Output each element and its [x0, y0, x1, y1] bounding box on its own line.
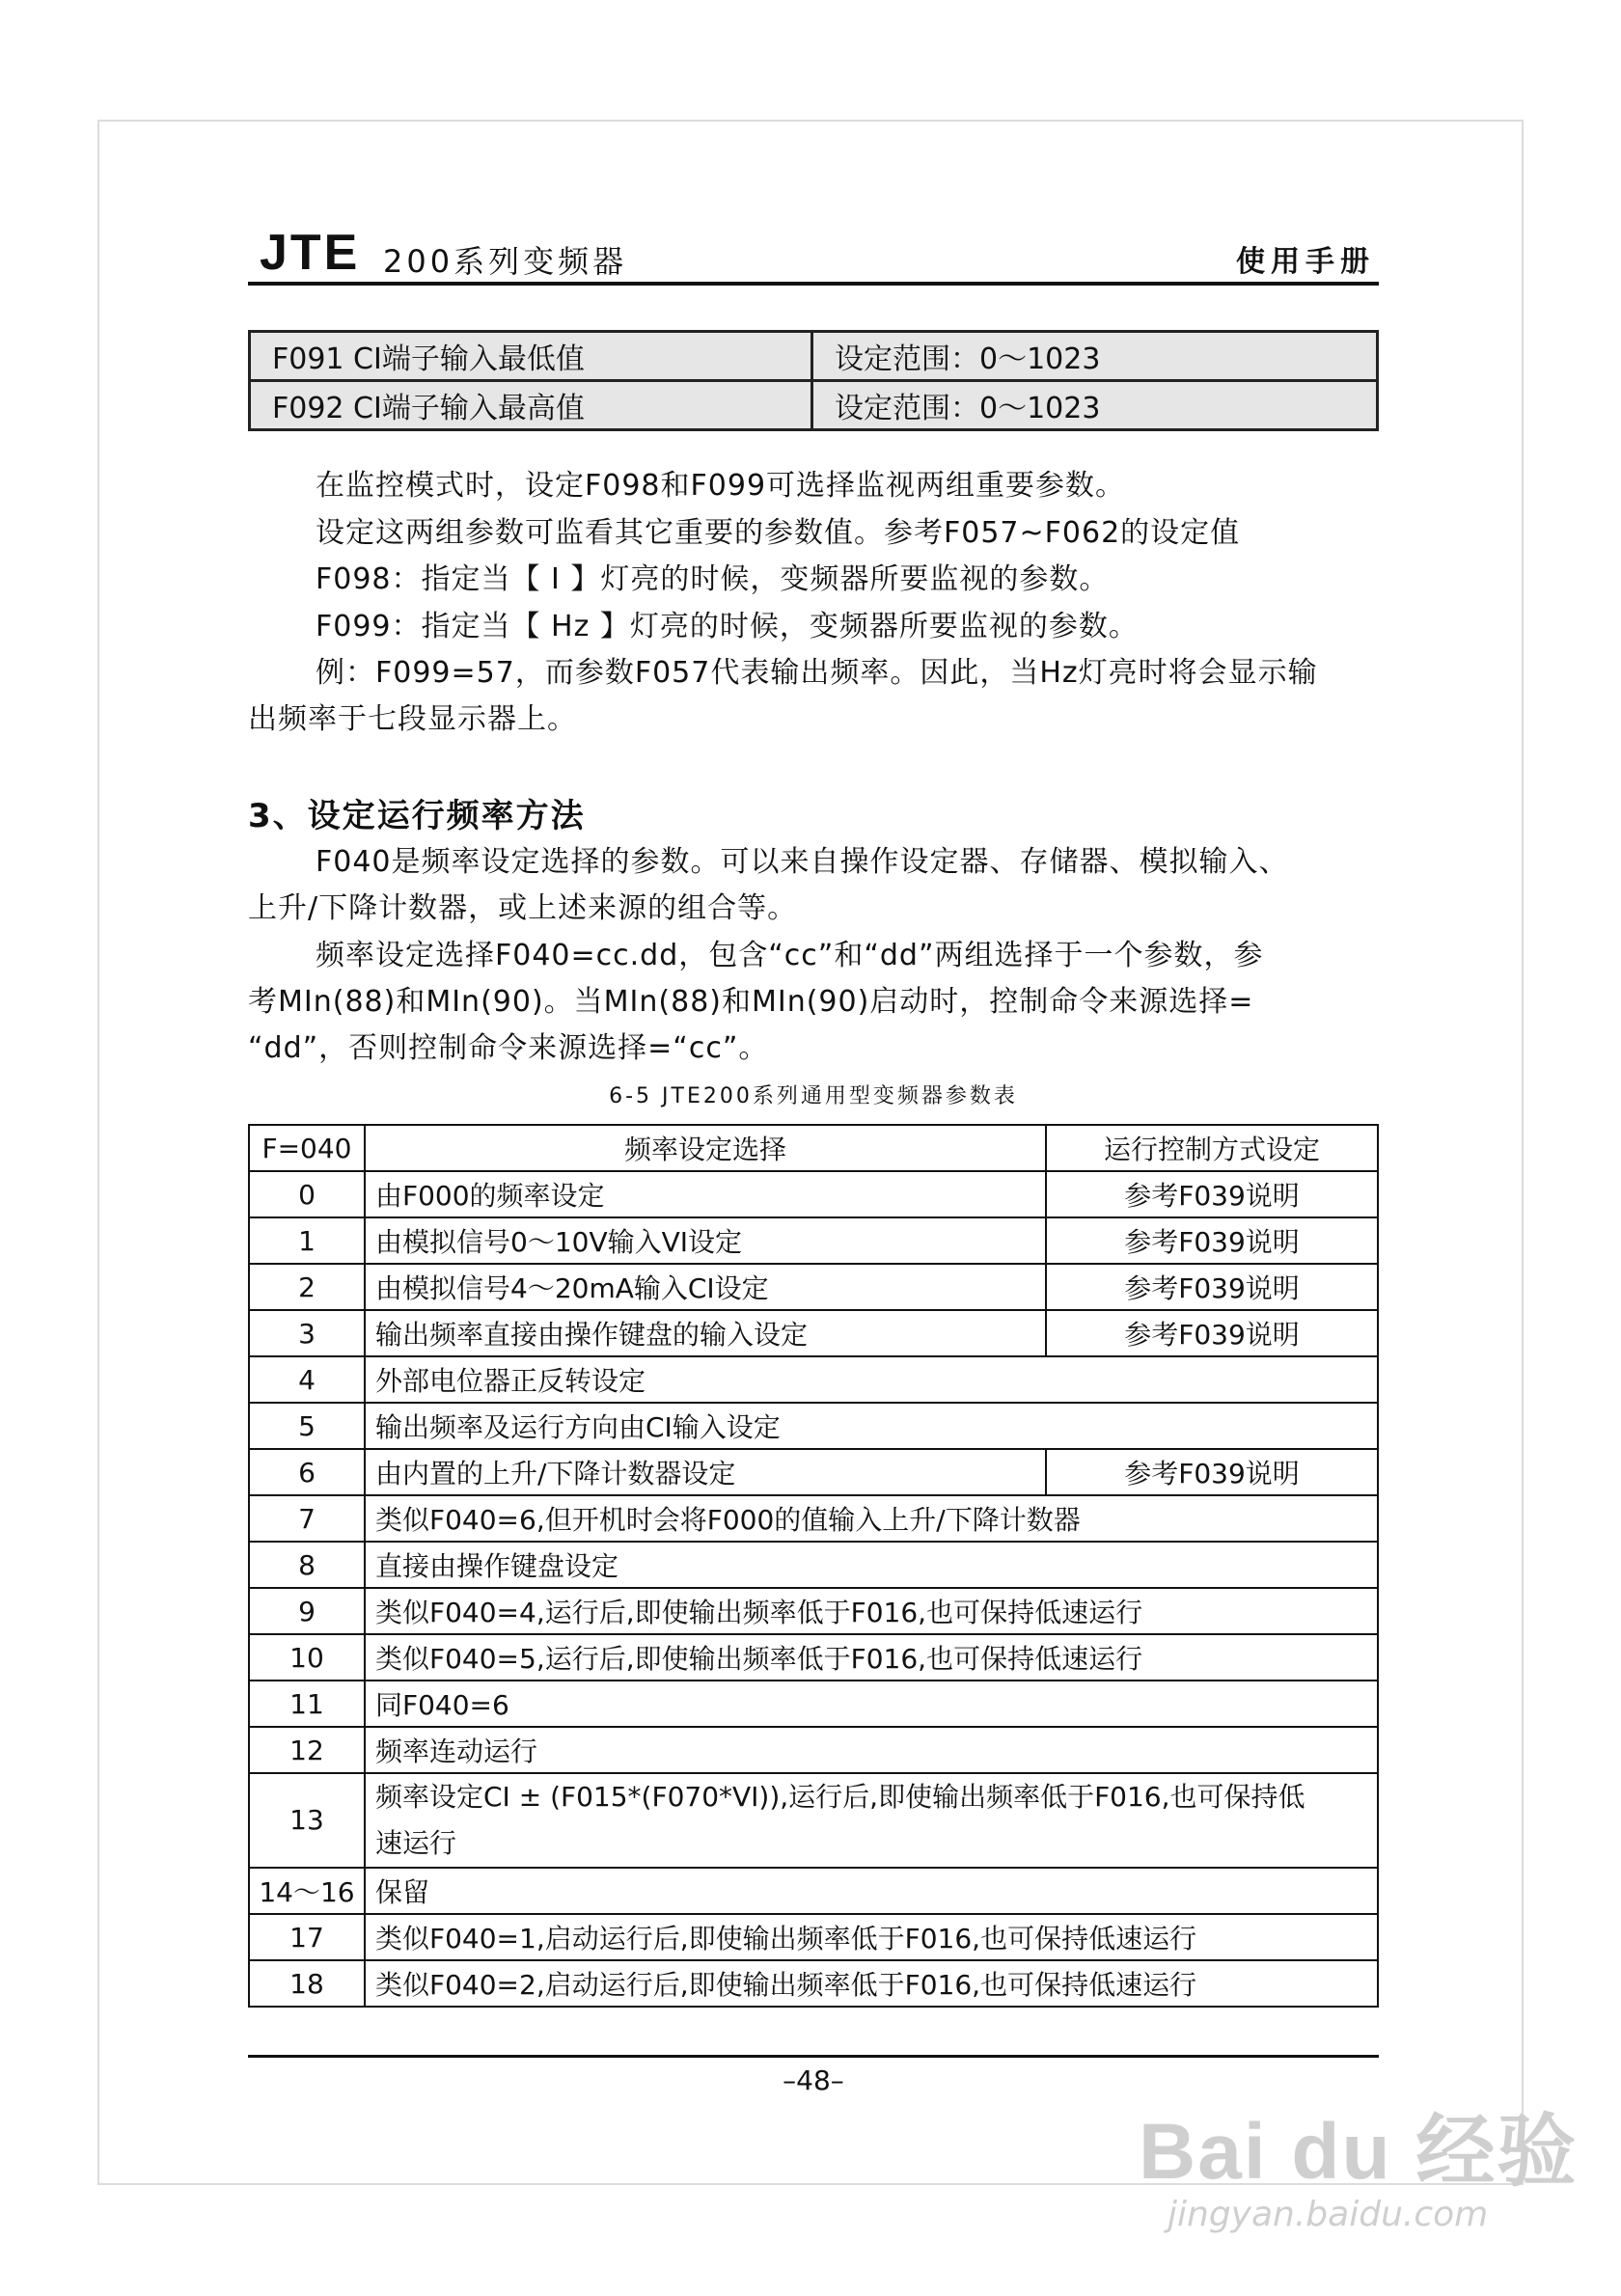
paragraph-line: 考MIn(88)和MIn(90)。当MIn(88)和MIn(90)启动时，控制命令来源选择= — [248, 985, 1254, 1019]
table-row — [249, 1681, 1378, 1727]
f-value-cell: 7 — [249, 1495, 365, 1542]
description-line: 频率设定CI ± (F015*(F070*VI)),运行后,即使输出频率低于F016,也可保持低 — [375, 1781, 1305, 1813]
page-header — [248, 224, 1379, 286]
description-cell: 类似F040=5,运行后,即使输出频率低于F016,也可保持低速运行 — [365, 1634, 1378, 1681]
frequency-setting-table — [248, 1124, 1379, 2008]
parameter-range-table — [248, 330, 1379, 431]
f-value-cell: 3 — [249, 1310, 365, 1356]
description-cell: 类似F040=2,启动运行后,即使输出频率低于F016,也可保持低速运行 — [365, 1960, 1378, 2007]
description-cell: 输出频率及运行方向由CI输入设定 — [365, 1403, 1378, 1449]
table-row — [249, 1868, 1378, 1914]
param-cell: F091 CI端子输入最低值 — [250, 332, 812, 381]
watermark-logo: Bai du 经验 — [1139, 2108, 1579, 2196]
table-row — [249, 1217, 1378, 1264]
table-row — [249, 1449, 1378, 1495]
description-cell: 类似F040=4,运行后,即使输出频率低于F016,也可保持低速运行 — [365, 1588, 1378, 1634]
table-row — [249, 1634, 1378, 1681]
f-value-cell: 10 — [249, 1634, 365, 1681]
f-value-cell: 13 — [249, 1773, 365, 1868]
table-row — [249, 1171, 1378, 1217]
paragraph-line: 频率设定选择F040=cc.dd，包含“cc”和“dd”两组选择于一个参数，参 — [316, 939, 1264, 972]
f-value-cell: 14～16 — [249, 1868, 365, 1914]
page-number: –48– — [783, 2064, 844, 2096]
table-row — [249, 1356, 1378, 1403]
f-value-cell: 2 — [249, 1264, 365, 1310]
brand-logo: JTE — [260, 225, 361, 281]
range-cell: 设定范围：0～1023 — [812, 332, 1378, 381]
paragraph-line: F040是频率设定选择的参数。可以来自操作设定器、存储器、模拟输入、 — [316, 845, 1289, 879]
f-value-cell: 8 — [249, 1542, 365, 1588]
table-row — [250, 381, 1378, 430]
table-caption: 6-5 JTE200系列通用型变频器参数表 — [609, 1084, 1018, 1108]
range-cell: 设定范围：0～1023 — [812, 381, 1378, 430]
description-cell: 由模拟信号4～20mA输入CI设定 — [365, 1264, 1046, 1310]
column-header-frequency: 频率设定选择 — [365, 1125, 1046, 1171]
table-row — [249, 1264, 1378, 1310]
description-cell: 由模拟信号0～10V输入VI设定 — [365, 1217, 1046, 1264]
description-line: 速运行 — [375, 1827, 457, 1859]
paragraph-line: 上升/下降计数器，或上述来源的组合等。 — [248, 891, 798, 925]
control-mode-cell: 参考F039说明 — [1046, 1310, 1378, 1356]
description-cell: 保留 — [365, 1868, 1378, 1914]
paragraph-line: F098：指定当【 I 】灯亮的时候，变频器所要监视的参数。 — [316, 562, 1110, 596]
table-row — [249, 1588, 1378, 1634]
table-header-row — [249, 1125, 1378, 1171]
description-cell: 外部电位器正反转设定 — [365, 1356, 1378, 1403]
description-cell — [365, 1773, 1378, 1868]
f-value-cell: 4 — [249, 1356, 365, 1403]
description-cell: 由F000的频率设定 — [365, 1171, 1046, 1217]
watermark-url: jingyan.baidu.com — [1168, 2195, 1489, 2234]
table-row — [249, 1960, 1378, 2007]
paragraph-line: 例：F099=57，而参数F057代表输出频率。因此，当Hz灯亮时将会显示输 — [316, 656, 1318, 690]
paragraph-line: F099：指定当【 Hz 】灯亮的时候，变频器所要监视的参数。 — [316, 610, 1139, 643]
table-row — [249, 1727, 1378, 1773]
product-series: 200系列变频器 — [383, 243, 628, 280]
f-value-cell: 17 — [249, 1914, 365, 1960]
section-title: 3、设定运行频率方法 — [248, 797, 586, 835]
control-mode-cell: 参考F039说明 — [1046, 1449, 1378, 1495]
control-mode-cell: 参考F039说明 — [1046, 1171, 1378, 1217]
f-value-cell: 11 — [249, 1681, 365, 1727]
description-cell: 输出频率直接由操作键盘的输入设定 — [365, 1310, 1046, 1356]
f-value-cell: 6 — [249, 1449, 365, 1495]
paragraph-line: 出频率于七段显示器上。 — [248, 702, 577, 736]
description-cell: 类似F040=1,启动运行后,即使输出频率低于F016,也可保持低速运行 — [365, 1914, 1378, 1960]
table-row — [249, 1542, 1378, 1588]
column-header-f040: F=040 — [249, 1125, 365, 1171]
table-row — [250, 332, 1378, 381]
table-row — [249, 1495, 1378, 1542]
table-row — [249, 1773, 1378, 1868]
f-value-cell: 18 — [249, 1960, 365, 2007]
description-cell: 直接由操作键盘设定 — [365, 1542, 1378, 1588]
table-row — [249, 1914, 1378, 1960]
footer-divider — [248, 2055, 1379, 2058]
f-value-cell: 9 — [249, 1588, 365, 1634]
paragraph-line: 设定这两组参数可监看其它重要的参数值。参考F057~F062的设定值 — [316, 516, 1241, 550]
f-value-cell: 0 — [249, 1171, 365, 1217]
control-mode-cell: 参考F039说明 — [1046, 1217, 1378, 1264]
manual-label: 使用手册 — [1236, 245, 1375, 279]
control-mode-cell: 参考F039说明 — [1046, 1264, 1378, 1310]
description-cell: 类似F040=6,但开机时会将F000的值输入上升/下降计数器 — [365, 1495, 1378, 1542]
description-cell: 同F040=6 — [365, 1681, 1378, 1727]
column-header-control: 运行控制方式设定 — [1046, 1125, 1378, 1171]
paragraph-line: 在监控模式时，设定F098和F099可选择监视两组重要参数。 — [316, 469, 1126, 503]
f-value-cell: 1 — [249, 1217, 365, 1264]
description-cell: 由内置的上升/下降计数器设定 — [365, 1449, 1046, 1495]
table-row — [249, 1403, 1378, 1449]
f-value-cell: 12 — [249, 1727, 365, 1773]
description-cell: 频率连动运行 — [365, 1727, 1378, 1773]
baidu-watermark — [1139, 2089, 1579, 2234]
paragraph-line: “dd”，否则控制命令来源选择=“cc”。 — [248, 1031, 769, 1065]
param-cell: F092 CI端子输入最高值 — [250, 381, 812, 430]
table-row — [249, 1310, 1378, 1356]
f-value-cell: 5 — [249, 1403, 365, 1449]
